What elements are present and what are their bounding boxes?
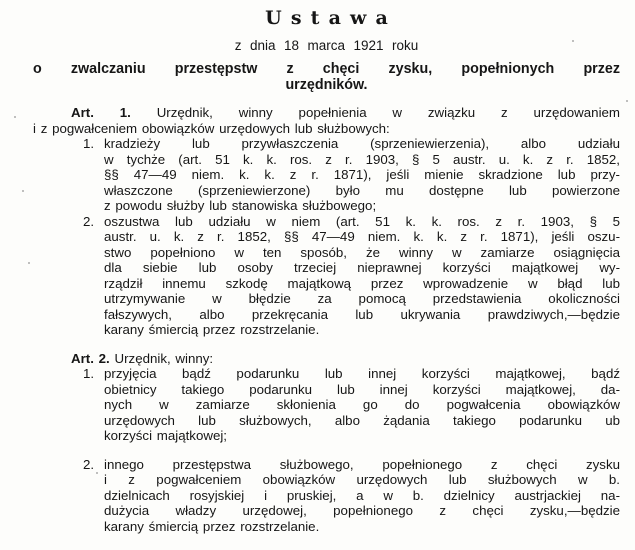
scan-speck xyxy=(572,40,574,42)
text-line: innego przestępstwa służbowego, popełnionego z chęci zysku xyxy=(104,456,620,472)
text-line: rządził innemu szkodę majątkową przez wprowadzenie w błąd lub xyxy=(104,275,620,291)
article-2-intro xyxy=(33,351,620,367)
text-line: korzyści majątkowej; xyxy=(104,428,227,443)
text-line: dzielnicach rosyjskiej i pruskiej, a w b. dzielnicy austrjackiej na- xyxy=(104,487,620,503)
text-line: dla siebie lub osoby trzeciej nieprawnej korzyści majątkowej wy- xyxy=(104,260,620,275)
article-1-intro-line-2: i z pogwałceniem obowiązków urzędowych lub służbowych: xyxy=(33,120,390,136)
text-line xyxy=(33,351,620,367)
document-title: Ustawa xyxy=(265,7,397,29)
document-subtitle xyxy=(33,62,620,93)
article-2-intro-line-1: Urzędnik, winny: xyxy=(114,350,214,366)
list-item-number: 1. xyxy=(83,366,95,381)
article-1 xyxy=(33,105,620,338)
text-line xyxy=(33,105,620,121)
subtitle-line-2: urzędników. xyxy=(285,76,368,93)
scan-speck xyxy=(22,190,24,192)
text-line: obietnicy takiego podarunku lub innej korzyści majątkowej, da- xyxy=(104,381,620,397)
text-line: i z pogwałceniem obowiązków urzędowych lub służbowych w b. xyxy=(104,472,620,487)
text-line: §§ 47—49 niem. k. k. z r. 1871), jeśli mienie skradzione lub przy- xyxy=(104,167,620,182)
text-line: karany śmiercią przez rozstrzelanie. xyxy=(104,322,320,337)
text-line: stwo popełniono w ten sposób, że winny w zamiarze osiągnięcia xyxy=(104,244,620,260)
list-item-number: 2. xyxy=(83,213,95,229)
date-line: z dnia 18 marca 1921 roku xyxy=(234,38,419,53)
list-item-number: 2. xyxy=(83,456,95,472)
list-item-number: 1. xyxy=(83,136,95,151)
text-line: oszustwa lub udziału w niem (art. 51 k. k. ros. z r. 1903, § 5 xyxy=(104,213,620,229)
article-2-item-2 xyxy=(33,457,620,535)
scan-speck xyxy=(626,100,628,102)
article-2 xyxy=(33,351,620,535)
text-line: w tychże (art. 51 k. k. ros. z r. 1903, § 5 austr. u. k. z r. 1852, xyxy=(104,151,620,167)
article-1-item-1 xyxy=(33,136,620,214)
text-line: utrzymywanie w błędzie za pomocą przedstawienia okoliczności xyxy=(104,291,620,306)
scan-speck xyxy=(96,472,98,474)
text-line: fałszywych, albo przekręcania lub ukrywania prawdziwych,—będzie xyxy=(104,306,620,322)
list-item-text xyxy=(104,457,620,535)
text-line: z powodu służby lub stanowiska służbowego; xyxy=(104,198,377,213)
article-2-label: Art. 2. xyxy=(71,350,110,366)
list-item-text xyxy=(104,214,620,338)
text-line: kradzieży lub przywłaszczenia (sprzeniewierzenia), albo udziału xyxy=(104,136,620,151)
text-line: dużycia władzy urzędowej, popełnionego z chęci zysku,—będzie xyxy=(104,503,620,518)
article-1-intro xyxy=(33,105,620,136)
article-1-label: Art. 1. xyxy=(71,105,131,120)
article-1-item-2 xyxy=(33,214,620,338)
text-line: nych w zamiarze skłonienia go do pogwałcenia obowiązków xyxy=(104,397,620,412)
scan-speck xyxy=(28,262,30,264)
article-2-item-1 xyxy=(33,366,620,444)
scan-speck xyxy=(14,116,16,118)
text-line: przyjęcia bądź podarunku lub innej korzyści majątkowej, bądź xyxy=(104,366,620,381)
text-line: urzędowych lub służbowych, albo żądania takiego podarunku ub xyxy=(104,412,620,428)
text-line: właszczone (sprzeniewierzone) było mu dostępne lub powierzone xyxy=(104,182,620,198)
text-line: austr. u. k. z r. 1852, §§ 47—49 niem. k. k. z r. 1871), jeśli oszu- xyxy=(104,229,620,244)
list-item-text xyxy=(104,366,620,444)
article-1-intro-line-1: Urzędnik, winny popełnienia w związku z urzędowaniem xyxy=(156,105,621,120)
subtitle-line-1: o zwalczaniu przestępstw z chęci zysku, popełnionych przez xyxy=(33,61,620,77)
text-line: karany śmiercią przez rozstrzelanie. xyxy=(104,518,320,534)
list-item-text xyxy=(104,136,620,214)
